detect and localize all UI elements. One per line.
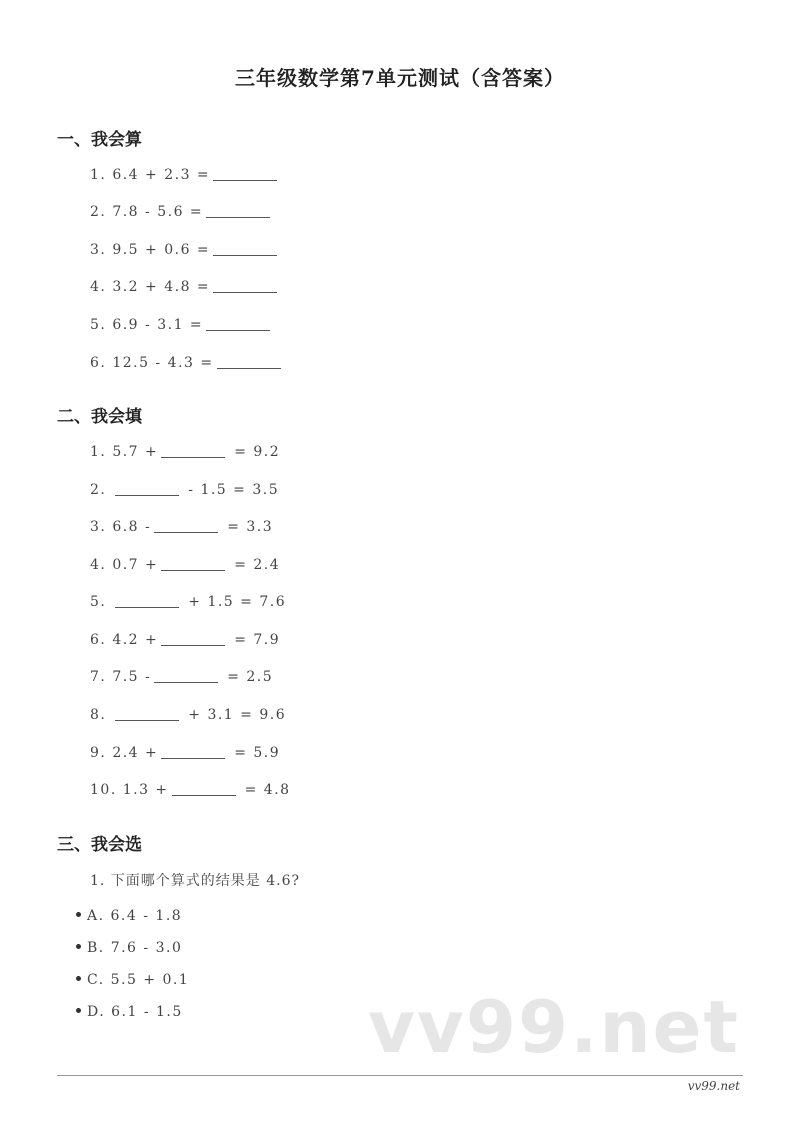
item-after: = 2.4 <box>234 557 281 573</box>
footer-divider <box>57 1075 743 1076</box>
item-before: 6.8 - <box>112 519 152 535</box>
item-expression: 3.2 + 4.8 = <box>112 279 211 295</box>
choice-option-d[interactable] <box>76 1004 183 1020</box>
choice-question: 1. 下面哪个算式的结果是 4.6? <box>90 873 301 889</box>
item-after: = 4.8 <box>244 782 291 798</box>
item-number: 1. <box>90 167 107 183</box>
item-after: = 3.3 <box>227 519 274 535</box>
answer-blank[interactable] <box>206 203 270 218</box>
item-number: 8. <box>90 707 107 723</box>
item-before: 5.7 + <box>112 444 159 460</box>
item-number: 5. <box>90 317 107 333</box>
answer-blank[interactable] <box>172 781 236 796</box>
calc-item <box>90 240 280 260</box>
item-number: 7. <box>90 669 107 685</box>
bullet-icon <box>76 976 81 981</box>
item-after: = 2.5 <box>227 669 274 685</box>
answer-blank[interactable] <box>154 518 218 533</box>
bullet-icon <box>76 944 81 949</box>
item-before: 7.5 - <box>112 669 152 685</box>
answer-blank[interactable] <box>213 241 277 256</box>
answer-blank[interactable] <box>213 278 277 293</box>
calc-item <box>90 165 280 185</box>
item-expression: 9.5 + 0.6 = <box>112 242 211 258</box>
answer-blank[interactable] <box>161 631 225 646</box>
answer-blank[interactable] <box>213 166 277 181</box>
item-after: + 3.1 = 9.6 <box>188 707 287 723</box>
item-number: 3. <box>90 519 107 535</box>
item-after: - 1.5 = 3.5 <box>188 482 280 498</box>
calc-item <box>90 315 273 335</box>
item-after: + 1.5 = 7.6 <box>188 594 287 610</box>
item-expression: 12.5 - 4.3 = <box>112 355 214 371</box>
fill-item <box>90 517 273 537</box>
page-title: 三年级数学第7单元测试（含答案） <box>235 66 565 90</box>
bullet-icon <box>76 1008 81 1013</box>
fill-item <box>90 667 273 687</box>
bullet-icon <box>76 912 81 917</box>
fill-item <box>90 480 279 500</box>
item-number: 4. <box>90 279 107 295</box>
fill-item <box>90 780 291 800</box>
choice-option-c[interactable] <box>76 972 189 988</box>
fill-item <box>90 442 280 462</box>
fill-item <box>90 630 280 650</box>
option-label: A. 6.4 - 1.8 <box>87 908 183 924</box>
answer-blank[interactable] <box>161 744 225 759</box>
answer-blank[interactable] <box>161 556 225 571</box>
item-after: = 5.9 <box>234 745 281 761</box>
item-number: 6. <box>90 355 107 371</box>
section-heading-fill: 二、我会填 <box>57 407 142 427</box>
choice-option-b[interactable] <box>76 940 182 956</box>
section-heading-choose: 三、我会选 <box>57 835 142 855</box>
item-expression: 6.9 - 3.1 = <box>112 317 204 333</box>
item-expression: 7.8 - 5.6 = <box>112 204 204 220</box>
item-number: 10. <box>90 782 117 798</box>
item-number: 1. <box>90 444 107 460</box>
option-label: B. 7.6 - 3.0 <box>87 940 183 956</box>
option-label: C. 5.5 + 0.1 <box>87 972 190 988</box>
item-number: 2. <box>90 204 107 220</box>
item-before: 4.2 + <box>112 632 159 648</box>
choice-option-a[interactable] <box>76 908 182 924</box>
item-after: = 7.9 <box>234 632 281 648</box>
item-after: = 9.2 <box>234 444 281 460</box>
answer-blank[interactable] <box>115 593 179 608</box>
footer-site: vv99.net <box>687 1079 740 1093</box>
fill-item <box>90 743 280 763</box>
item-before: 1.3 + <box>122 782 169 798</box>
option-label: D. 6.1 - 1.5 <box>87 1004 183 1020</box>
answer-blank[interactable] <box>217 354 281 369</box>
fill-item <box>90 592 286 612</box>
answer-blank[interactable] <box>206 316 270 331</box>
calc-item <box>90 353 284 373</box>
item-number: 3. <box>90 242 107 258</box>
fill-item <box>90 705 286 725</box>
answer-blank[interactable] <box>161 443 225 458</box>
item-number: 9. <box>90 745 107 761</box>
item-number: 4. <box>90 557 107 573</box>
item-before: 0.7 + <box>112 557 159 573</box>
item-number: 6. <box>90 632 107 648</box>
watermark: vv99.net <box>368 985 740 1069</box>
calc-item <box>90 202 273 222</box>
section-heading-calculate: 一、我会算 <box>57 130 142 150</box>
answer-blank[interactable] <box>115 481 179 496</box>
item-expression: 6.4 + 2.3 = <box>112 167 211 183</box>
item-before: 2.4 + <box>112 745 159 761</box>
item-number: 5. <box>90 594 107 610</box>
answer-blank[interactable] <box>115 706 179 721</box>
fill-item <box>90 555 280 575</box>
answer-blank[interactable] <box>154 668 218 683</box>
calc-item <box>90 277 280 297</box>
item-number: 2. <box>90 482 107 498</box>
